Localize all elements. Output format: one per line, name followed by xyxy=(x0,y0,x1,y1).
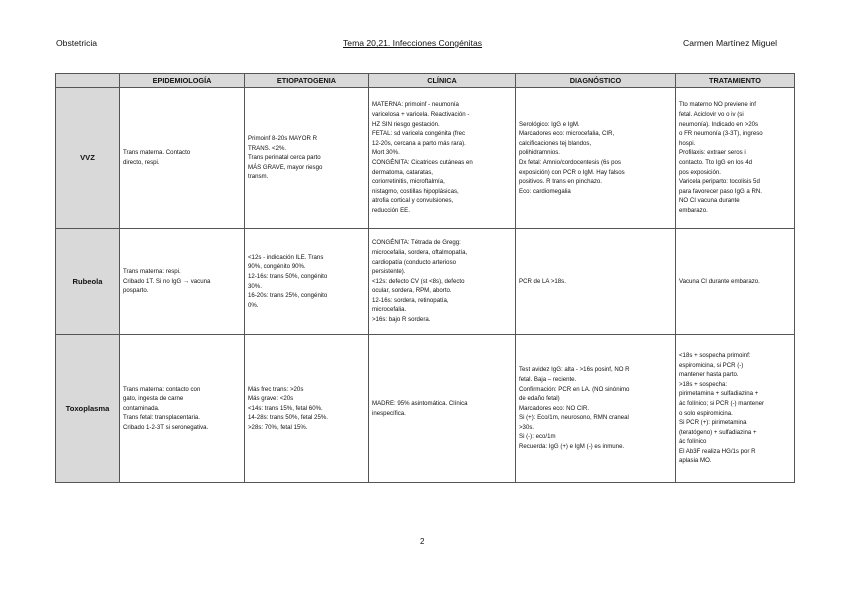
cell-diagnostico: Test avidez IgG: alta - >16s posinf, NO R fetal. Baja – reciente. Confirmación: PCR en LA. (NO sinónimo de edaño fetal) Marcadores eco: NO CIR. Si (+): Eco/1m, neurosono, RMN craneal >30s. Si (-): eco/1m Recuerda: IgG (+) e IgM (-) es inmune. xyxy=(516,335,676,483)
header-author: Carmen Martínez Miguel xyxy=(683,38,778,48)
header-cell-tratamiento: TRATAMIENTO xyxy=(676,74,795,88)
cell-epidemiologia: Trans materna: contacto con gato, ingesta de carne contaminada. Trans fetal: transplacentaria. Cribado 1-2-3T si seronegativa. xyxy=(120,335,245,483)
cell-diagnostico: Serológico: IgG e IgM. Marcadores eco: microcefalia, CIR, calcificaciones tej blandos, polihidramnios. Dx fetal: Amnio/cordocentesis (6s pos exposición) con PCR o IgM. Hay falsos positivos. R trans en pinchazo. Eco: cardiomegalia xyxy=(516,88,676,229)
table-row-toxoplasma xyxy=(56,335,795,483)
table-row-rubeola xyxy=(56,229,795,335)
cell-etiopatogenia: Más frec trans: >20s Más grave: <20s <14s: trans 15%, fetal 60%. 14-28s: trans 50%, fetal 25%. >28s: 70%, fetal 15%. xyxy=(245,335,369,483)
header-title: Tema 20,21. Infecciones Congénitas xyxy=(343,38,483,48)
cell-etiopatogenia: <12s - indicación ILE. Trans 90%, congénito 90%. 12-16s: trans 50%, congénito 30%. 16-20s: trans 25%, congénito 0%. xyxy=(245,229,369,335)
cell-clinica: MADRE: 95% asintomática. Clínica inespecífica. xyxy=(369,335,516,483)
cell-etiopatogenia: Primoinf 8-20s MAYOR R TRANS. <2%. Trans perinatal cerca parto MÁS GRAVE, mayor riesgo transm. xyxy=(245,88,369,229)
row-label: VVZ xyxy=(56,88,120,229)
header-cell-epidemiologia: EPIDEMIOLOGÍA xyxy=(120,74,245,88)
table-header-row xyxy=(56,74,795,88)
cell-epidemiologia: Trans materna: respi. Cribado 1T. Si no IgG → vacuna posparto. xyxy=(120,229,245,335)
cell-tratamiento: Vacuna CI durante embarazo. xyxy=(676,229,795,335)
cell-epidemiologia: Trans materna. Contacto directo, respi. xyxy=(120,88,245,229)
table-row-vvz xyxy=(56,88,795,229)
row-label: Toxoplasma xyxy=(56,335,120,483)
cell-clinica: CONGÉNITA: Tétrada de Gregg: microcefalia, sordera, oftalmopatía, cardiopatía (conducto arterioso persistente). <12s: defecto CV (st <8s), defecto ocular, sordera, RPM, aborto. 12-16s: sordera, retinopatía, microcefalia. >16s: bajo R sordera. xyxy=(369,229,516,335)
header-cell-empty xyxy=(56,74,120,88)
header-subject: Obstetricia xyxy=(56,38,98,48)
header-cell-clinica: CLÍNICA xyxy=(369,74,516,88)
header-cell-diagnostico: DIAGNÓSTICO xyxy=(516,74,676,88)
cell-clinica: MATERNA: primoinf - neumonía varicelosa + varicela. Reactivación - HZ SIN riesgo gestación. FETAL: sd varicela congénita (frec 12-20s, cercana a parto más rara). Mort 30%. CONGÉNITA: Cicatrices cutáneas en dermatoma, cataratas, coriorretinitis, microftalmía, nistagmo, costillas hipoplásicas, atrofia cortical y convulsiones, reducción EE. xyxy=(369,88,516,229)
infections-table xyxy=(55,73,795,483)
row-label: Rubeola xyxy=(56,229,120,335)
page-number: 2 xyxy=(420,537,425,546)
header-cell-etiopatogenia: ETIOPATOGENIA xyxy=(245,74,369,88)
cell-tratamiento: Tto materno NO previene inf fetal. Aciclovir vo o iv (si neumonía). Indicado en >20s o FR neumonía (3-3T), ingreso hospi. Profilaxis: extraer seros i contacto. Tto IgG en los 4d pos exposición. Varicela periparto: tocolisis 5d para favorecer paso IgG a RN. NO CI vacuna durante embarazo. xyxy=(676,88,795,229)
cell-tratamiento: <18s + sospecha primoinf: espiromicina, si PCR (-) mantener hasta parto. >18s + sospecha: pirimetamina + sulfadiazina + ác folínico; si PCR (-) mantener o solo espiromicina. Si PCR (+): pirimetamina (teratógeno) + sulfadiazina + ác folínico El Ab3F realiza HG/1s por R aplasia MO. xyxy=(676,335,795,483)
cell-diagnostico: PCR de LA >18s. xyxy=(516,229,676,335)
